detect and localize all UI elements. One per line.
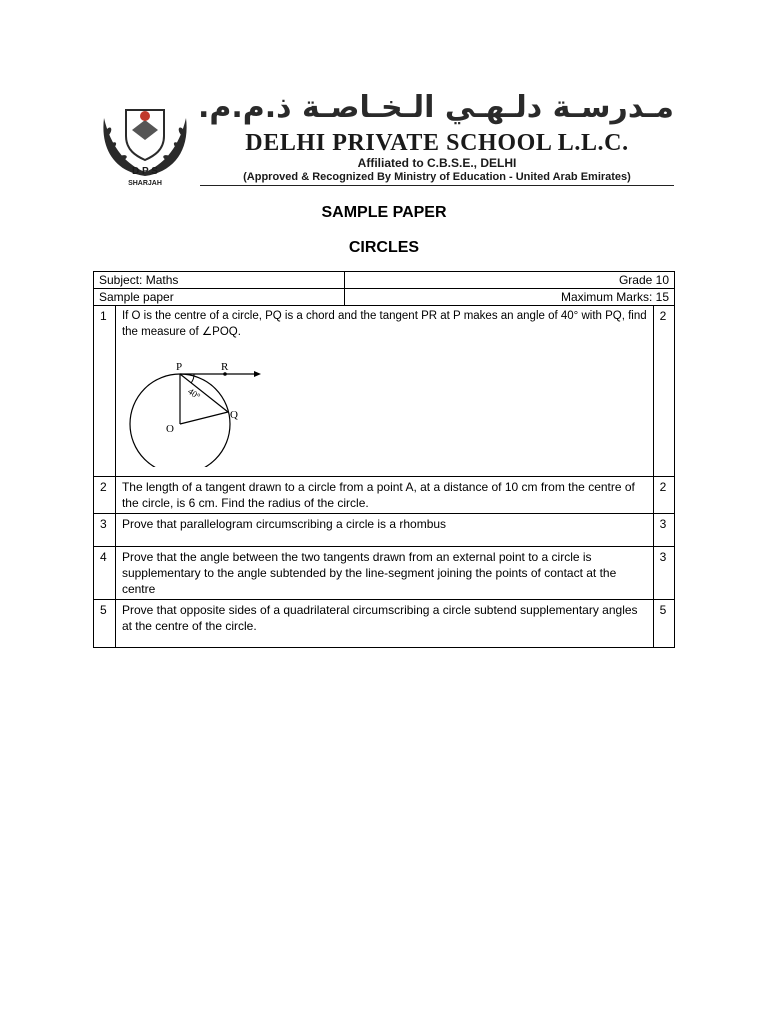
questions-table [93, 305, 675, 648]
label-r: R [220, 361, 229, 373]
question-cell [115, 306, 653, 477]
paper-meta-table [93, 271, 675, 306]
table-row [94, 547, 675, 600]
table-row [94, 477, 675, 514]
radius-oq [180, 412, 228, 424]
arrow-head-icon [254, 371, 261, 377]
approval-text: (Approved & Recognized By Ministry of Education - United Arab Emirates) [243, 171, 631, 183]
logo-text: D P S [132, 166, 158, 177]
question-marks: 5 [653, 600, 674, 648]
table-row [94, 514, 675, 547]
subject-cell: Subject: Maths [94, 272, 345, 289]
paper-title: SAMPLE PAPER [321, 204, 447, 221]
school-header [96, 90, 676, 190]
arabic-school-name: مـدرسـة دلـهـي الـخـاصـة ذ.م.م. [198, 90, 674, 125]
question-marks: 3 [653, 547, 674, 600]
table-row [94, 600, 675, 648]
question-text: Prove that parallelogram circumscribing a circle is a rhombus [115, 514, 653, 547]
paper-type-cell: Sample paper [94, 289, 345, 306]
max-marks-cell: Maximum Marks: 15 [344, 289, 674, 306]
label-q: Q [229, 409, 238, 421]
question-number: 2 [94, 477, 116, 514]
question-text: The length of a tangent drawn to a circle from a point A, at a distance of 10 cm from the centre of the circle, is 6 cm. Find the radius of the circle. [115, 477, 653, 514]
table-row [94, 306, 675, 477]
paper-subtitle: CIRCLES [348, 239, 420, 256]
affiliation-text: Affiliated to C.B.S.E., DELHI [357, 156, 517, 170]
question-marks: 3 [653, 514, 674, 547]
meta-row [94, 289, 675, 306]
school-logo [96, 92, 194, 188]
school-name: DELHI PRIVATE SCHOOL L.L.C. [245, 130, 629, 156]
grade-cell: Grade 10 [344, 272, 674, 289]
question-text: Prove that opposite sides of a quadrilateral circumscribing a circle subtend supplementary angles at the centre of the circle. [115, 600, 653, 648]
logo-subtext: SHARJAH [128, 180, 162, 187]
question-marks: 2 [653, 477, 674, 514]
label-p: P [175, 361, 183, 373]
angle-label: 40° [186, 386, 203, 402]
question-text-line: If O is the centre of a circle, PQ is a chord and the tangent PR at P makes an angle of 40° with PQ, find [121, 310, 647, 322]
question-number: 3 [94, 514, 116, 547]
header-divider [200, 185, 674, 186]
question-number: 5 [94, 600, 116, 648]
circle-tangent-figure [122, 342, 262, 467]
label-o: O [165, 423, 174, 435]
question-text: Prove that the angle between the two tangents drawn from an external point to a circle is supplementary to the angle subtended by the line-segment joining the points of contact at the centre [115, 547, 653, 600]
question-number: 1 [94, 306, 116, 477]
question-text-line: the measure of ∠POQ. [121, 326, 241, 338]
question-marks: 2 [653, 306, 674, 477]
question-number: 4 [94, 547, 116, 600]
shield-icon [126, 110, 164, 160]
meta-row [94, 272, 675, 289]
